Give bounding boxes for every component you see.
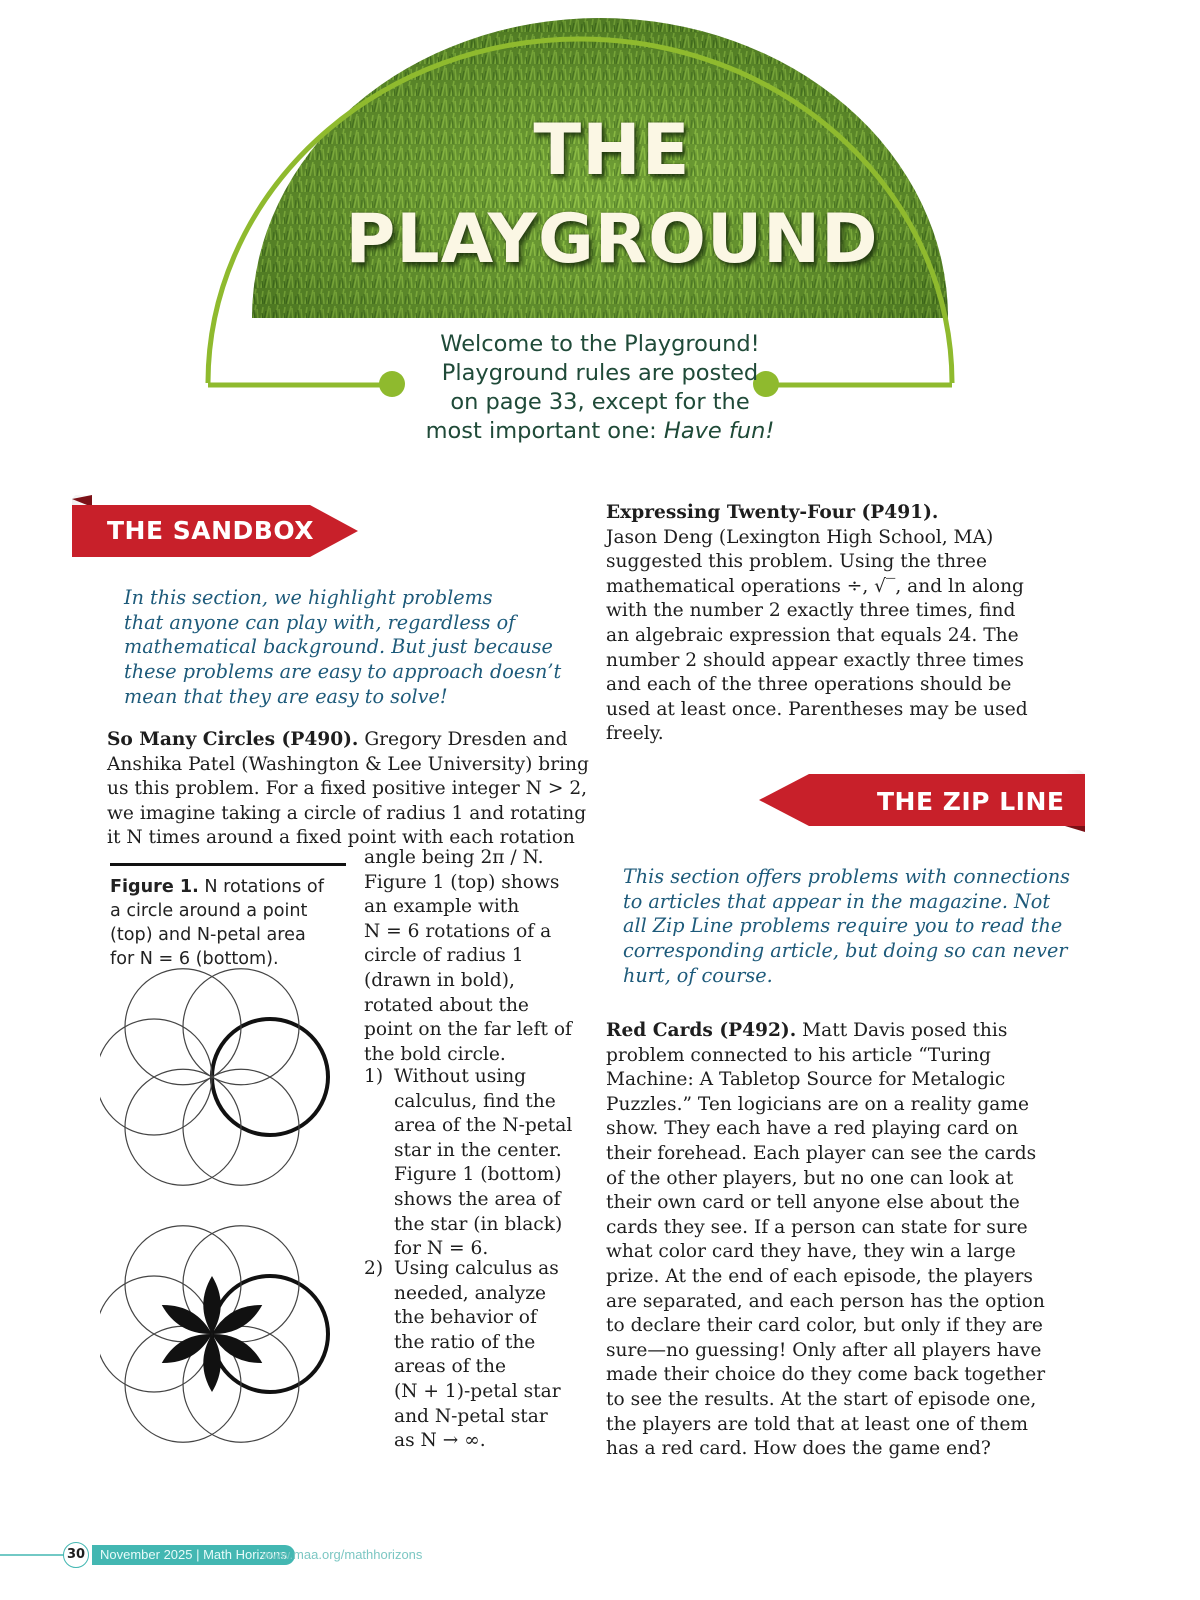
footer-line xyxy=(0,1553,70,1557)
welcome-text: Welcome to the Playground! Playground rules are posted on page 33, except for the most important one: Have fun! xyxy=(425,331,775,444)
zipline-banner-label: THE ZIP LINE xyxy=(877,787,1065,816)
p490-right-column: angle being 2π / N. Figure 1 (top) shows an example with N = 6 rotations of a circle of radius 1 (drawn in bold), rotated about the point on the far left of the bold circle. xyxy=(364,847,572,1065)
figure-rule xyxy=(110,863,346,866)
figure-petals-bottom xyxy=(100,1222,350,1447)
zipline-intro: This section offers problems with connections to articles that appear in the magazine. Not all Zip Line problems require you to read the corresponding article, but doing so can never hurt, of course. xyxy=(623,865,1071,987)
p492-heading: Red Cards (P492). xyxy=(606,1020,797,1041)
p491-heading: Expressing Twenty-Four (P491). xyxy=(606,502,939,523)
title-playground: PLAYGROUND xyxy=(345,200,879,279)
sandbox-banner-label: THE SANDBOX xyxy=(107,516,314,545)
sandbox-intro: In this section, we highlight problems that anyone can play with, regardless of mathematical background. But just because these problems are easy to approach doesn’t mean that they are easy to solve! xyxy=(124,586,562,708)
figure-caption: Figure 1. N rotations of a circle around a point (top) and N-petal area for N = 6 (bottom). xyxy=(110,877,324,969)
title-the: THE xyxy=(533,109,691,191)
rotated-circle xyxy=(100,1019,212,1135)
footer-url[interactable]: www.maa.org/mathhorizons xyxy=(262,1547,423,1562)
p490-heading: So Many Circles (P490). xyxy=(107,729,359,750)
p490-text: So Many Circles (P490). Gregory Dresden and Anshika Patel (Washington & Lee University) bring us this problem. For a fixed positive integer N > 2, we imagine taking a circle of radius 1 and rotating it N times around a fixed point with each rotation xyxy=(107,729,589,849)
figure-rotations-top xyxy=(100,965,350,1190)
issue-label: November 2025 | Math Horizons xyxy=(92,1545,295,1565)
page-number: 30 xyxy=(63,1542,89,1568)
p491-text: Expressing Twenty-Four (P491). Jason Deng (Lexington High School, MA) suggested this problem. Using the three mathematical operations ÷, √‾, and ln along with the number 2 exactly three times, find an algebraic expression that equals 24. The number 2 should appear exactly three times and each of the three operations should be used at least once. Parentheses may be used freely. xyxy=(606,502,1028,745)
p492-text: Red Cards (P492). Matt Davis posed this problem connected to his article “Turing Machine: A Tabletop Source for Metalogic Puzzles.” Ten logicians are on a reality game show. They each have a red playing card on their forehead. Each player can see the cards of the other players, but no one can look at their own card or tell anyone else about the cards they see. If a person can state for sure what color card they have, they win a large prize. At the end of each episode, the players are separated, and each person has the option to declare their card color, but only if they are sure—no guessing! Only after all players have made their choice do they come back together to see the results. At the start of episode one, the players are told that at least one of them has a red card. How does the game end? xyxy=(606,1020,1046,1460)
rotated-circle xyxy=(100,1276,212,1392)
